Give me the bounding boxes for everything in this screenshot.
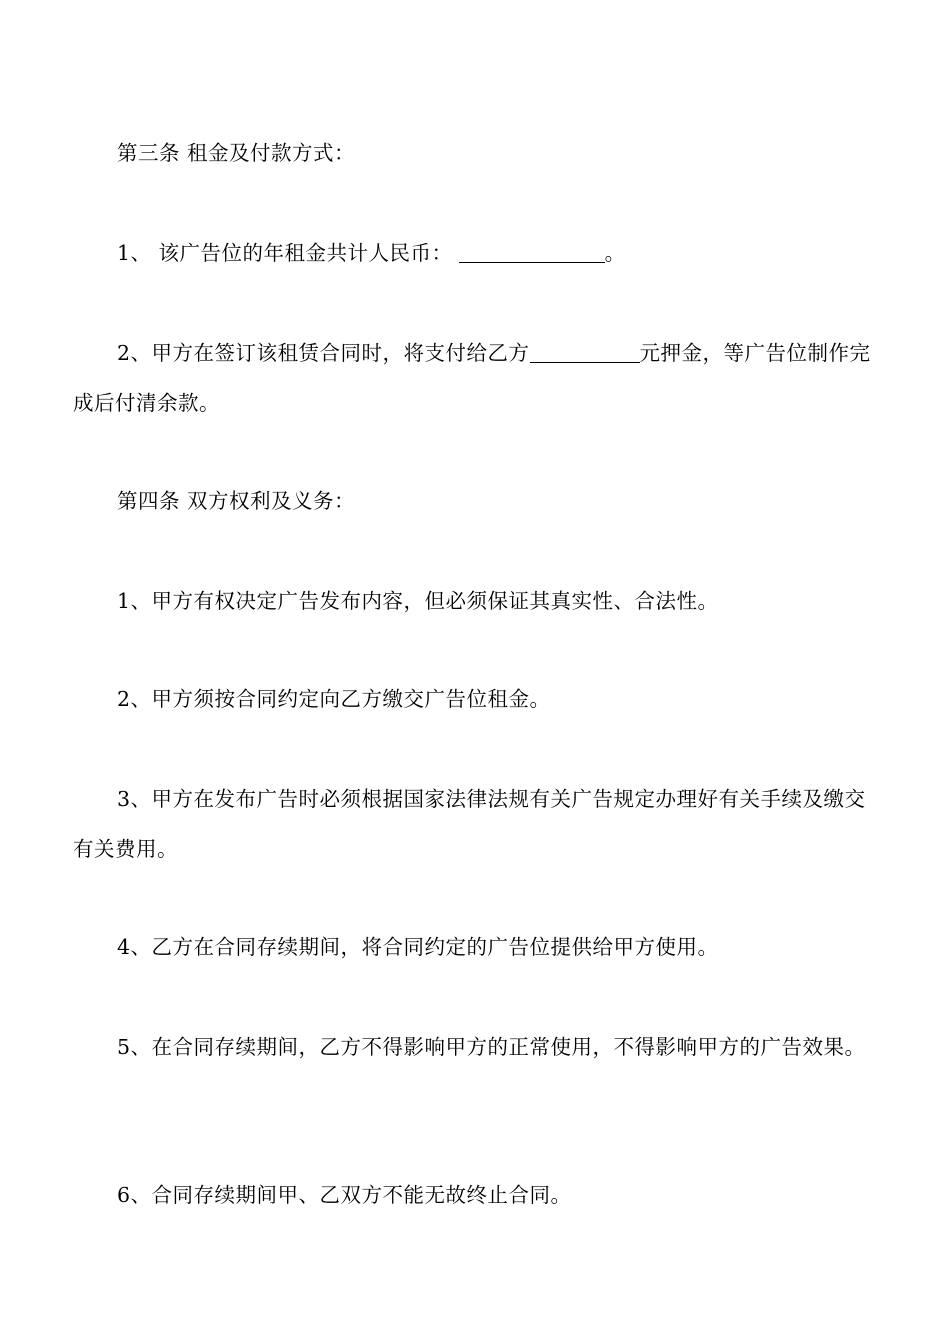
clause-4-1: 1、甲方有权决定广告发布内容，但必须保证其真实性、合法性。 [117, 589, 719, 613]
clause-3-1-end: 。 [604, 241, 626, 265]
clause-4-3: 3、甲方在发布广告时必须根据国家法律法规有关广告规定办理好有关手续及缴交有关费用。 [73, 787, 866, 861]
deposit-amount-blank [530, 342, 640, 364]
clause-4-4: 4、乙方在合同存续期间，将合同约定的广告位提供给甲方使用。 [117, 935, 719, 959]
article-3-heading: 第三条 租金及付款方式： [117, 141, 356, 165]
clause-3-2-text: 2、甲方在签订该租赁合同时，将支付给乙方 [117, 341, 530, 365]
clause-4-2: 2、甲方须按合同约定向乙方缴交广告位租金。 [117, 687, 551, 711]
clause-3-1 [73, 228, 879, 278]
clause-3-2 [73, 328, 879, 428]
rent-amount-blank [459, 242, 605, 264]
clause-3-1-text: 1、 该广告位的年租金共计人民币： [117, 241, 453, 265]
clause-4-6: 6、合同存续期间甲、乙双方不能无故终止合同。 [117, 1183, 572, 1207]
article-4-heading: 第四条 双方权利及义务： [117, 489, 356, 513]
clause-3-2-end: 元押金，等广告位制作完成后付清余款。 [73, 341, 871, 415]
clause-4-5: 5、在合同存续期间，乙方不得影响甲方的正常使用，不得影响甲方的广告效果。 [117, 1035, 866, 1059]
